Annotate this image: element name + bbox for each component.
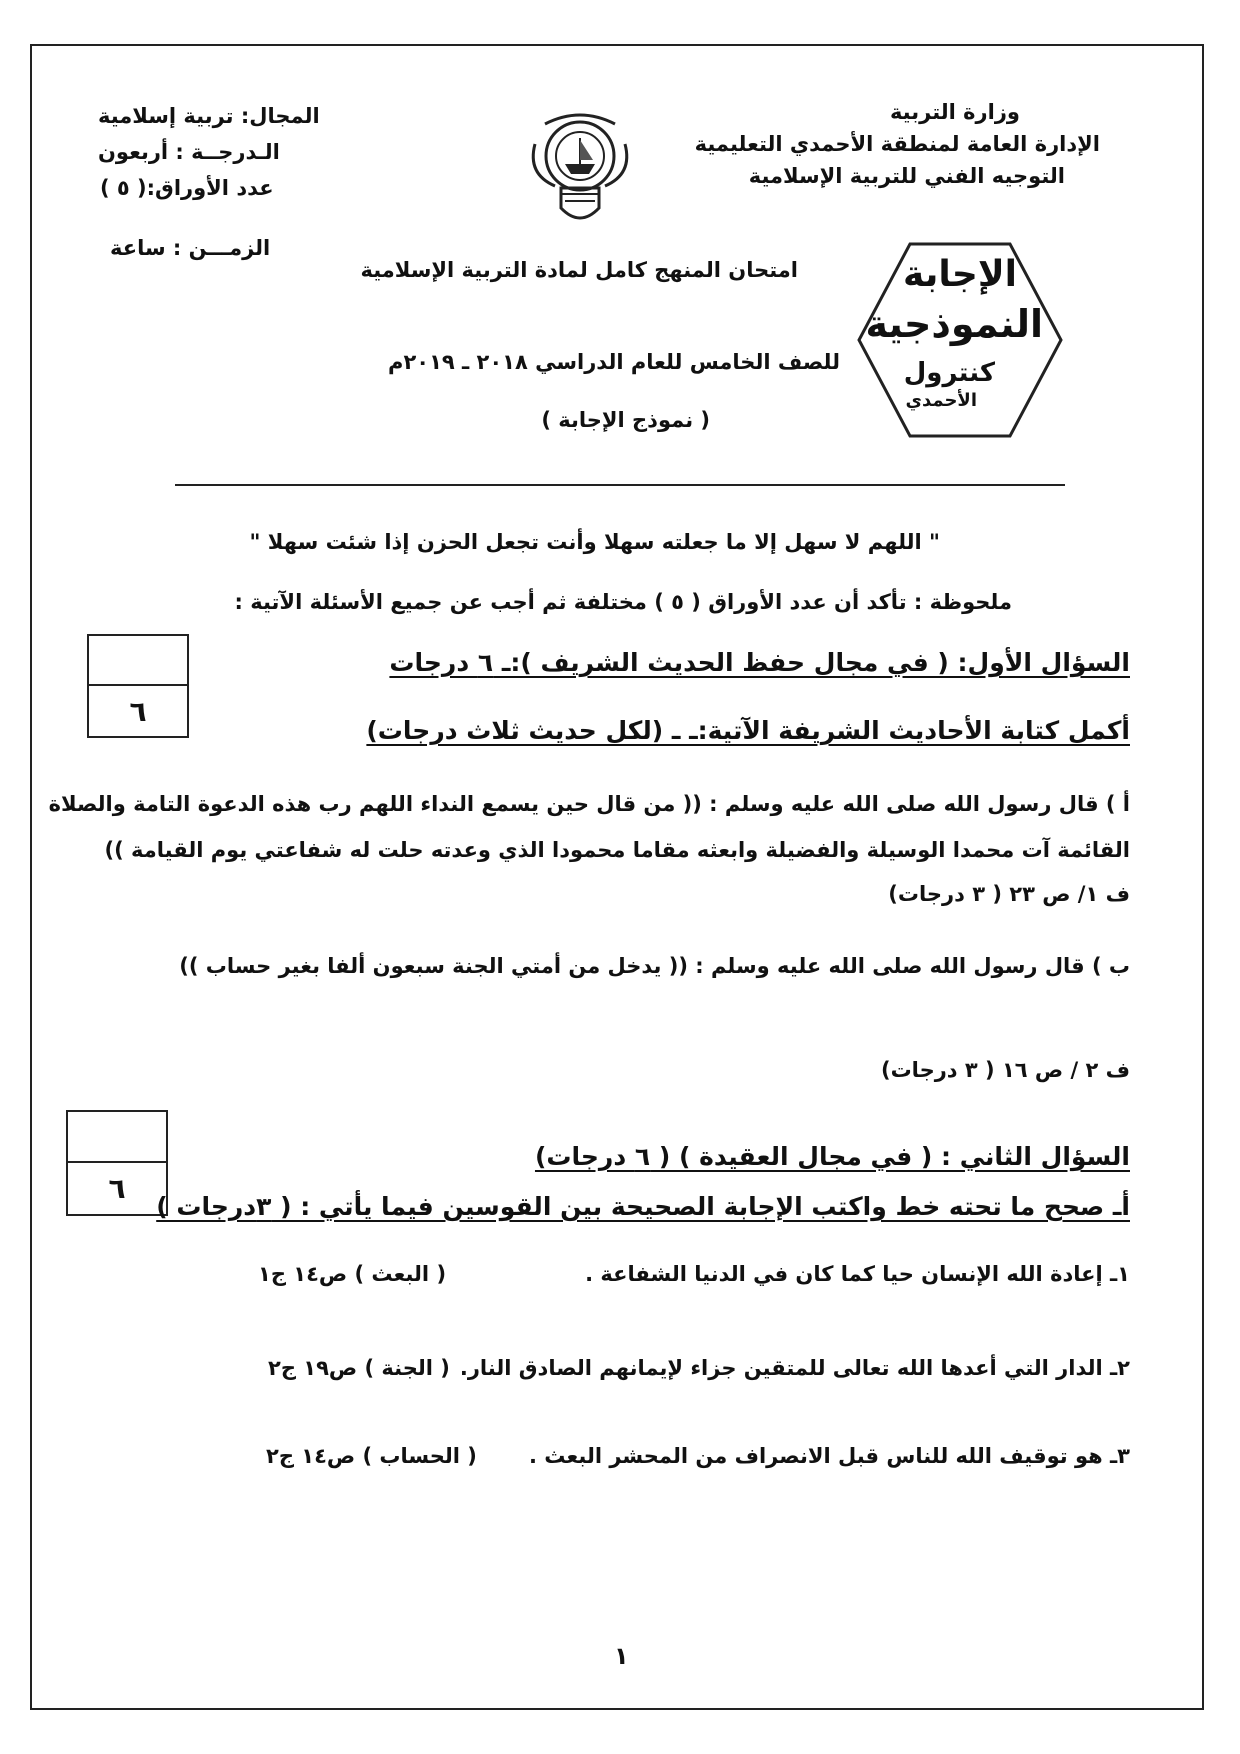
stamp-line-1: الإجابة [903, 254, 1017, 295]
field-label: المجال: تربية إسلامية [98, 104, 320, 128]
stamp-line-3: كنترول [903, 358, 995, 388]
pages-label: عدد الأوراق:( ٥ ) [100, 176, 274, 200]
q1-hadith-a-reference: ف ١/ ص ٢٣ ( ٣ درجات) [888, 882, 1130, 906]
q2-score-box [66, 1110, 168, 1216]
q1-heading: السؤال الأول: ( في مجال حفظ الحديث الشريف ):ـ ٦ درجات [389, 648, 1130, 677]
exam-title: امتحان المنهج كامل لمادة التربية الإسلامية [360, 258, 798, 282]
q1-instruction: أكمل كتابة الأحاديث الشريفة الآتية:ـ ـ (لكل حديث ثلاث درجات) [366, 716, 1130, 745]
model-answer-stamp [855, 240, 1065, 440]
q1-score-box [87, 634, 189, 738]
stamp-line-2: النموذجية [865, 302, 1043, 346]
grade-label: الـدرجــة : أربعون [98, 140, 280, 164]
header-divider [175, 484, 1065, 486]
ministry-name: وزارة التربية [889, 100, 1020, 124]
q1-hadith-b-reference: ف ٢ / ص ١٦ ( ٣ درجات) [880, 1058, 1130, 1082]
q1-hadith-a-line1: أ ) قال رسول الله صلى الله عليه وسلم : (( من قال حين يسمع النداء اللهم رب هذه الدعوة التامة والصلاة [48, 792, 1130, 816]
page-number: ١ [614, 1642, 629, 1670]
q2-item-2-text: ٢ـ الدار التي أعدها الله تعالى للمتقين جزاء لإيمانهم الصادق النار. [459, 1356, 1130, 1380]
exam-year: للصف الخامس للعام الدراسي ٢٠١٨ ـ ٢٠١٩م [388, 350, 840, 374]
opening-prayer: " اللهم لا سهل إلا ما جعلته سهلا وأنت تجعل الحزن إذا شئت سهلا " [249, 530, 940, 554]
q2-score-value: ٦ [108, 1172, 126, 1205]
kuwait-emblem-icon [525, 104, 635, 232]
q2-score-blank [68, 1112, 166, 1163]
q1-score-value: ٦ [129, 694, 147, 728]
supervision-name: التوجيه الفني للتربية الإسلامية [748, 164, 1065, 188]
directorate-name: الإدارة العامة لمنطقة الأحمدي التعليمية [694, 132, 1100, 156]
stamp-line-4: الأحمدي [905, 390, 977, 411]
q2-item-3-answer: ( الحساب ) ص١٤ ج٢ [266, 1444, 477, 1468]
q1-hadith-a-line2: القائمة آت محمدا الوسيلة والفضيلة وابعثه مقاما محمودا الذي وعدته حلت له شفاعتي يوم القيامة )) [104, 838, 1130, 862]
q2-item-2-answer: ( الجنة ) ص١٩ ج٢ [268, 1356, 450, 1380]
time-label: الزمـــن : ساعة [110, 236, 271, 260]
q2-item-1-text: ١ـ إعادة الله الإنسان حيا كما كان في الدنيا الشفاعة . [585, 1262, 1130, 1286]
q2-item-3-text: ٣ـ هو توقيف الله للناس قبل الانصراف من المحشر البعث . [529, 1444, 1130, 1468]
q2-heading: السؤال الثاني : ( في مجال العقيدة ) ( ٦ درجات) [534, 1142, 1130, 1171]
q2-item-1-answer: ( البعث ) ص١٤ ج١ [258, 1262, 447, 1286]
answer-model-label: ( نموذج الإجابة ) [541, 408, 710, 432]
q1-score-blank [89, 636, 187, 686]
q2-sub-heading: أـ صحح ما تحته خط واكتب الإجابة الصحيحة بين القوسين فيما يأتي : ( ٣درجات ) [156, 1192, 1130, 1221]
q1-hadith-b-line: ب ) قال رسول الله صلى الله عليه وسلم : (( يدخل من أمتي الجنة سبعون ألفا بغير حساب )) [179, 954, 1130, 978]
exam-note: ملحوظة : تأكد أن عدد الأوراق ( ٥ ) مختلفة ثم أجب عن جميع الأسئلة الآتية : [234, 590, 1012, 614]
